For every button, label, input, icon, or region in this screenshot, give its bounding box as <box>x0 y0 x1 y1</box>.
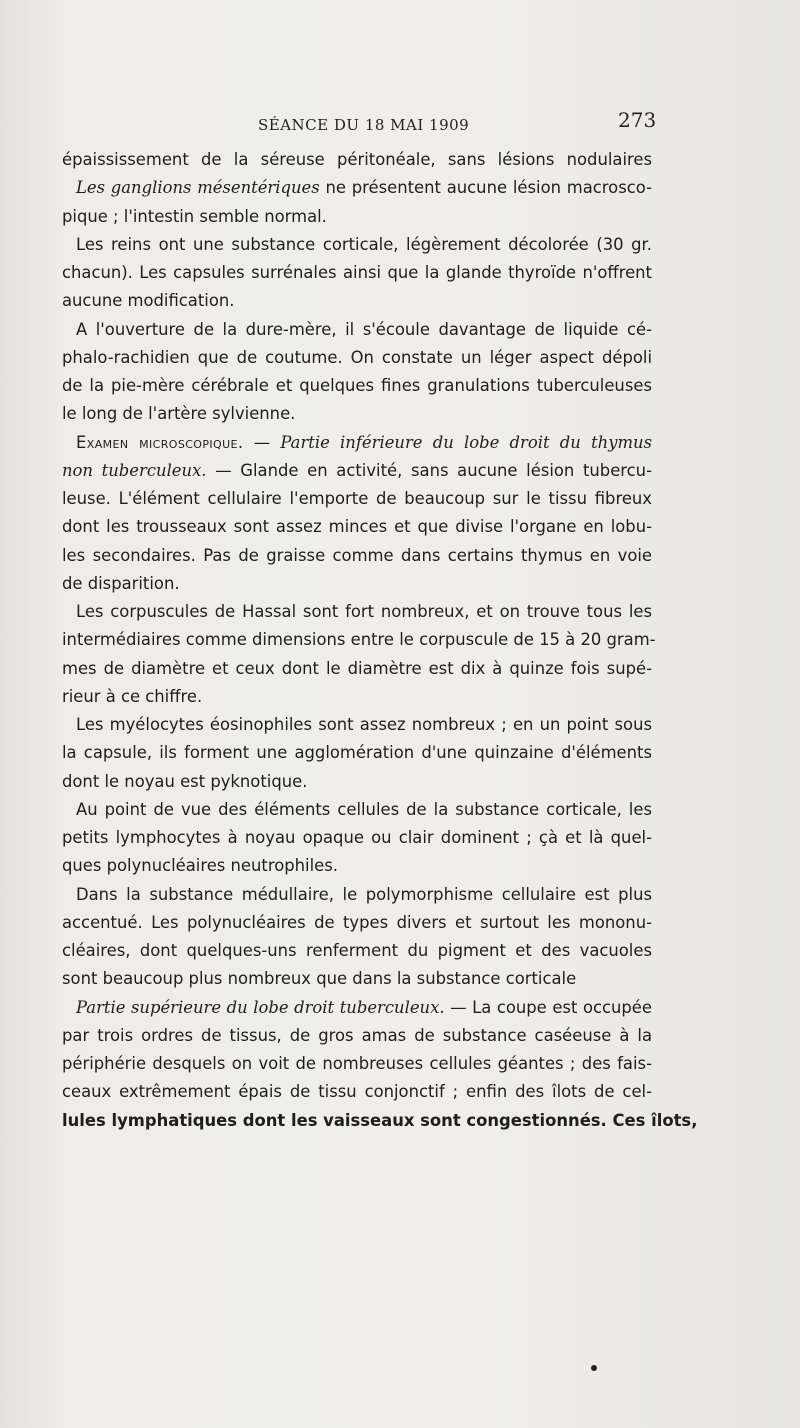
text-line-31 <box>62 994 652 1022</box>
italic-subheading-cont: non tuberculeux. <box>62 460 207 480</box>
text-line-32: par trois ordres de tissus, de gros amas de substance caséeuse à la <box>62 1025 652 1045</box>
header-title: SÉANCE DU 18 MAI 1909 <box>258 116 470 134</box>
page-number: 273 <box>618 108 657 132</box>
text-line-20: rieur à ce chiffre. <box>62 686 203 706</box>
text-line-26: ques polynucléaires neutrophiles. <box>62 856 338 876</box>
text-line-1: épaississement de la séreuse péritonéale, sans lésions nodulaires <box>62 150 652 169</box>
text-line-27: Dans la substance médullaire, le polymorphisme cellulaire est plus <box>76 884 652 904</box>
italic-subheading-2: Partie supérieure du lobe droit tuberculeux. <box>76 997 445 1017</box>
text-line-10: le long de l'artère sylvienne. <box>62 404 296 424</box>
italic-term: Les ganglions mésentériques <box>76 178 320 198</box>
text-line-22: la capsule, ils forment une agglomération d'une quinzaine d'éléments <box>62 743 652 763</box>
text-line-16: de disparition. <box>62 573 180 593</box>
text-line-24: Au point de vue des éléments cellules de la substance corticale, les <box>76 799 652 819</box>
text-line-29: cléaires, dont quelques-uns renferment du pigment et des vacuoles <box>62 941 652 960</box>
body-text <box>62 146 698 1135</box>
text-line-25: petits lymphocytes à noyau opaque ou clair dominent ; çà et là quel- <box>62 828 652 847</box>
text-line-4: Les reins ont une substance corticale, légèrement décolorée (30 gr. <box>76 234 652 254</box>
text-line-19: mes de diamètre et ceux dont le diamètre est dix à quinze fois supé- <box>62 658 652 678</box>
text-line-9: de la pie-mère cérébrale et quelques fines granulations tuberculeuses <box>62 376 652 395</box>
line-text: — La coupe est occupée <box>444 997 652 1017</box>
text-line-28: accentué. Les polynucléaires de types divers et surtout les mononu- <box>62 912 652 932</box>
text-line-6: aucune modification. <box>62 291 235 311</box>
text-line-7: A l'ouverture de la dure-mère, il s'écoule davantage de liquide cé- <box>76 319 652 339</box>
dash: — <box>243 432 281 452</box>
text-line-14: dont les trousseaux sont assez minces et que divise l'organe en lobu- <box>62 517 652 537</box>
ink-dot <box>591 1365 597 1371</box>
ink-speck-marks <box>588 1358 648 1388</box>
text-line-17: Les corpuscules de Hassal sont fort nombreux, et on trouve tous les <box>76 602 652 621</box>
line-text: ne présentent aucune lésion macrosco- <box>319 178 653 198</box>
italic-subheading: Partie inférieure du lobe droit du thymus <box>280 432 653 452</box>
text-line-15: les secondaires. Pas de graisse comme dans certains thymus en voie <box>62 545 652 565</box>
running-header <box>0 108 800 140</box>
text-line-21: Les myélocytes éosinophiles sont assez nombreux ; en un point sous <box>76 715 652 734</box>
text-line-18: intermédiaires comme dimensions entre le corpuscule de 15 à 20 gram- <box>62 630 656 650</box>
text-line-34: ceaux extrêmement épais de tissu conjonctif ; enfin des îlots de cel- <box>62 1082 652 1102</box>
line-text: — Glande en activité, sans aucune lésion tubercu- <box>206 460 652 480</box>
text-line-3: pique ; l'intestin semble normal. <box>62 206 327 226</box>
text-line-12 <box>62 457 652 485</box>
text-line-8: phalo-rachidien que de coutume. On constate un léger aspect dépoli <box>62 347 652 367</box>
text-line-5: chacun). Les capsules surrénales ainsi que la glande thyroïde n'offrent <box>62 263 652 282</box>
text-line-13: leuse. L'élément cellulaire l'emporte de beaucoup sur le tissu fibreux <box>62 489 652 508</box>
text-line-35: lules lymphatiques dont les vaisseaux sont congestionnés. Ces îlots, <box>62 1110 698 1130</box>
text-line-33: périphérie desquels on voit de nombreuses cellules géantes ; des fais- <box>62 1054 652 1073</box>
text-line-11 <box>62 429 652 457</box>
text-line-2 <box>62 174 652 202</box>
text-line-23: dont le noyau est pyknotique. <box>62 771 308 791</box>
section-heading: Examen microscopique. <box>76 432 244 452</box>
text-line-30: sont beaucoup plus nombreux que dans la substance corticale <box>62 969 577 989</box>
